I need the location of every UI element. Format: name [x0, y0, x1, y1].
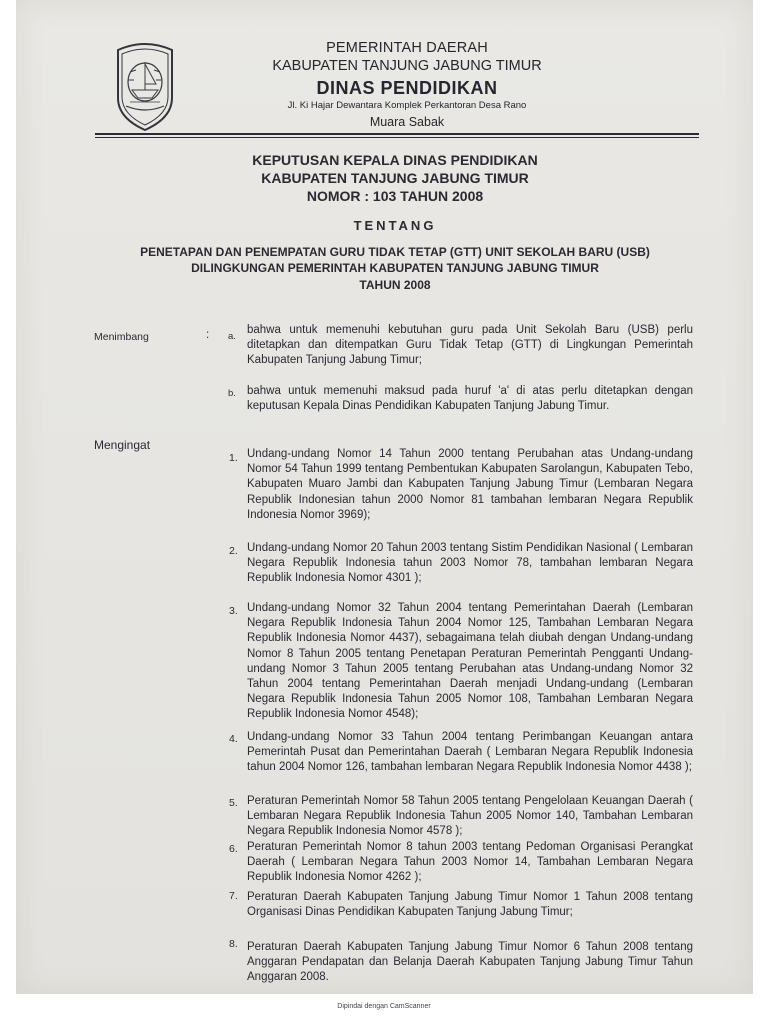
regency-emblem-icon [112, 40, 178, 132]
mengingat-item-4: Undang-undang Nomor 33 Tahun 2004 tentang Perimbangan Keuangan antara Pemerintah Pusat dan Pemerintahan Daerah ( Lembaran Negara Republik Indonesia tahun 2004 Nomor 126, tambahan lembaran Negara Republik Indonesia Nomor 4438 ); [247, 731, 693, 774]
mengingat-item-2: Undang-undang Nomor 20 Tahun 2003 tentang Sistim Pendidikan Nasional ( Lembaran Negara Republik Indonesia tahun 2003 Nomor 78, tambahan lembaran Negara Republik Indonesia Nomor 4301 ); [247, 542, 693, 585]
decree-title: KEPUTUSAN KEPALA DINAS PENDIDIKAN [252, 152, 538, 168]
mengingat-label: Mengingat [94, 438, 151, 452]
decree-subject-line1: PENETAPAN DAN PENEMPATAN GURU TIDAK TETAP (GTT) UNIT SEKOLAH BARU (USB) [140, 245, 650, 259]
menimbang-item-a: bahwa untuk memenuhi kebutuhan guru pada Unit Sekolah Baru (USB) perlu ditetapkan dan ditempatkan Guru Tidak Tetap (GTT) di Lingkungan Pemerintah Kabupaten Tanjung Jabung Timur; [247, 324, 693, 367]
mengingat-marker-3: 3. [229, 605, 238, 617]
mengingat-item-5: Peraturan Pemerintah Nomor 58 Tahun 2005 tentang Pengelolaan Keuangan Daerah ( Lembaran Negara Republik Indonesia Tahun 2005 Nomor 140, Tambahan Lembaran Negara Republik Indonesia Nomor 4578 ); [247, 795, 693, 838]
menimbang-colon: : [206, 329, 210, 341]
menimbang-marker-a: a. [228, 331, 236, 342]
decree-subject-line3: TAHUN 2008 [359, 278, 431, 292]
mengingat-item-7: Peraturan Daerah Kabupaten Tanjung Jabung Timur Nomor 1 Tahun 2008 tentang Organisasi Dinas Pendidikan Kabupaten Tanjung Jabung Timur; [247, 891, 693, 919]
mengingat-item-8: Peraturan Daerah Kabupaten Tanjung Jabung Timur Nomor 6 Tahun 2008 tentang Anggaran Pendapatan dan Belanja Daerah Kabupaten Tanjung Jabung Timur Tahun Anggaran 2008. [247, 941, 693, 984]
letterhead-regency: KABUPATEN TANJUNG JABUNG TIMUR [272, 58, 542, 74]
mengingat-marker-8: 8. [229, 938, 238, 950]
letterhead-government: PEMERINTAH DAERAH [326, 40, 488, 56]
menimbang-label: Menimbang [94, 331, 149, 343]
decree-number: NOMOR : 103 TAHUN 2008 [306, 188, 484, 204]
mengingat-marker-5: 5. [229, 797, 238, 809]
mengingat-item-3: Undang-undang Nomor 32 Tahun 2004 tentang Pemerintahan Daerah (Lembaran Negara Republik Indonesia Tahun 2004 Nomor 125, Tambahan Lembaran Negara Republik Indonesia Nomor 4437), sebagaimana telah diubah dengan Undang-undang Nomor 8 Tahun 2005 tentang Penetapan Peraturan Pemerintah Pengganti Undang-undang Nomor 3 Tahun 2005 tentang Perubahan atas Undang-undang Nomor 32 Tahun 2004 tentang Pemerintahan Daerah menjadi Undang-undang (Lembaran Negara Republik Indonesia Tahun 2005 Nomor 108, Tambahan Lembaran Negara Republik Indonesia Nomor 4548); [247, 602, 693, 721]
mengingat-marker-4: 4. [229, 733, 238, 745]
mengingat-item-1: Undang-undang Nomor 14 Tahun 2000 tentang Perubahan atas Undang-undang Nomor 54 Tahun 1999 tentang Pembentukan Kabupaten Sarolangun, Kabupaten Tebo, Kabupaten Muaro Jambi dan Kabupaten Tanjung Jabung Timur (Lembaran Negara Republik Indonesian tahun 2000 Nomor 81 tambahan lembaran Negara Republik Indonesia Nomor 3969); [247, 448, 693, 521]
decree-tentang: TENTANG [353, 218, 437, 233]
letterhead-city: Muara Sabak [369, 115, 445, 129]
decree-subject-line2: DILINGKUNGAN PEMERINTAH KABUPATEN TANJUNG JABUNG TIMUR [191, 261, 599, 275]
mengingat-marker-7: 7. [229, 890, 238, 902]
mengingat-item-6: Peraturan Pemerintah Nomor 8 tahun 2003 tentang Pedoman Organisasi Perangkat Daerah ( Lembaran Negara Tahun 2003 Nomor 14, Tambahan Lembaran Negara Republik Indonesia Nomor 4262 ); [247, 841, 693, 884]
letterhead-address: Jl. Ki Hajar Dewantara Komplek Perkantoran Desa Rano [287, 100, 527, 111]
mengingat-marker-1: 1. [229, 452, 238, 464]
letterhead-office: DINAS PENDIDIKAN [316, 78, 498, 98]
menimbang-item-b: bahwa untuk memenuhi maksud pada huruf 'a' di atas perlu ditetapkan dengan keputusan Kepala Dinas Pendidikan Kabupaten Tanjung Jabung Timur. [247, 385, 693, 413]
scanner-footer: Dipindai dengan CamScanner [337, 1003, 431, 1010]
menimbang-marker-b: b. [228, 388, 236, 399]
mengingat-marker-6: 6. [229, 843, 238, 855]
letterhead-rule-thick [95, 133, 699, 135]
mengingat-marker-2: 2. [229, 545, 238, 557]
letterhead-rule-thin [95, 137, 699, 138]
decree-title-regency: KABUPATEN TANJUNG JABUNG TIMUR [261, 170, 529, 186]
